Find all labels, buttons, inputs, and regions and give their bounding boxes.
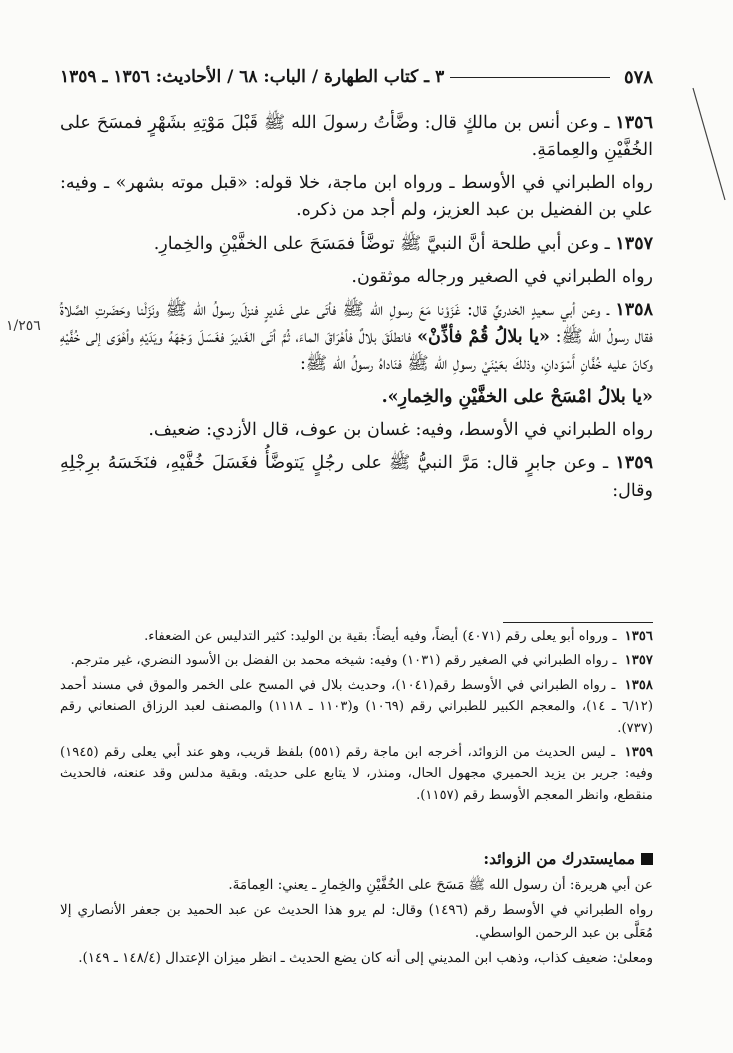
source-text: وفيه: علي بن الفضيل بن عبد العزيز، ولم أجد من ذكره. — [60, 173, 653, 221]
page-header — [60, 62, 653, 92]
prophet-quote: «يا بلالُ قُمْ فأذِّنْ» — [417, 326, 550, 347]
hadith-text: ـ وعن أبي سعيدٍ الخدريِّ قال: غَزَوْنا مَعَ رسولِ الله ﷺ فأتَى على غَديرٍ فنزلَ رسولُ الله ﷺ ونَزَلْنا وحَضَرتِ الصَّلاةُ فقال رسولُ الله ﷺ: — [60, 299, 653, 347]
source-1356 — [60, 170, 653, 224]
footnote-text: ـ ورواه أبو يعلى رقم (٤٠٧١) أيضاً، وفيه أيضاً: بقية بن الوليد: كثير التدليس عن الضعفاء. — [144, 629, 617, 644]
section-heading — [60, 846, 653, 872]
mustadrak-line: رواه الطبراني في الأوسط رقم (١٤٩٦) وقال: لم يرو هذا الحديث عن عبد الحميد بن جعفر الأنصاري إلا مُعَلَّى بن عبد الرحمن الواسطي. — [60, 902, 653, 942]
page-number: ٥٧٨ — [623, 66, 653, 88]
running-title: ٣ ـ كتاب الطهارة / الباب: ٦٨ / الأحاديث: ١٣٥٦ ـ ١٣٥٩ — [60, 67, 445, 87]
footnote-text: ـ ليس الحديث من الزوائد، أخرجه ابن ماجة رقم (٥٥١) بلفظ قريب، وهو عند أبي يعلى رقم (١٩٤٥) وفيه: جرير بن يزيد الحميري مجهول الحال، ومنذر، لا يتابع على حديثه. وبقية مدلس وقد عنعنه، فالحديث منقطع، وانظر المعجم الأوسط رقم (١١٥٧). — [60, 744, 653, 803]
footnote — [60, 650, 653, 671]
mustadrak-line: ومعلىٰ: ضعيف كذاب، وذهب ابن المديني إلى أنه كان يضع الحديث ـ انظر ميزان الإعتدال (١٤٨/٤ ـ ١٤٩). — [78, 950, 653, 967]
hadith-text: ـ وعن أبي طلحة أنَّ النبيَّ ﷺ توضَّأ فمَسَحَ على الخفَّيْنِ والخِمارِ. — [153, 233, 610, 254]
footnotes — [60, 626, 653, 809]
footnote-rule — [503, 622, 653, 623]
footnote-text: ـ رواه الطبراني في الصغير رقم (١٠٣١) وفيه: شيخه محمد بن الفضل بن الأسود النضري، غير مترجم. — [70, 653, 617, 669]
square-bullet-icon — [641, 853, 653, 865]
pencil-mark-icon — [689, 84, 729, 204]
source-text: رواه الطبراني في الأوسط ـ ورواه ابن ماجة، خلا قوله: «قبل موته بشهر» ـ — [103, 173, 653, 194]
footnote — [60, 675, 653, 739]
main-text — [60, 110, 653, 511]
hadith-number: ١٣٥٦ — [615, 113, 653, 133]
source-1357: رواه الطبراني في الصغير ورجاله موثقون. — [351, 266, 653, 287]
prophet-quote: «يا بلالُ امْسَحْ على الخفَّيْنِ والخِمارِ». — [381, 387, 653, 408]
hadith-1358 — [60, 297, 653, 378]
hadith-text: ـ وعن أنس بن مالكٍ قال: وضَّأتُ رسولَ الله ﷺ قَبْلَ مَوْتِهِ بشَهْرٍ فمسَحَ على الخُفَّيْنِ والعِمامَةِ. — [60, 113, 653, 161]
hadith-1357 — [60, 231, 653, 258]
hadith-number: ١٣٥٩ — [615, 453, 653, 474]
footnote-number: ١٣٥٨ — [624, 677, 653, 693]
hadith-1356 — [60, 110, 653, 164]
footnote-text: ـ رواه الطبراني في الأوسط رقم(١٠٤١)، وحديث بلال في المسح على الخمر والموق في مسند أحمد (٦/١٢ ـ ١٤)، والمعجم الكبير للطبراني رقم (١٠٦٩) و(١١٠٣ ـ ١١١٨) والمصنف لعبد الرزاق الصنعاني رقم (٧٣٧). — [60, 677, 653, 736]
footnote — [60, 742, 653, 806]
hadith-text: ـ وعن جابرٍ قال: مَرَّ النبيُّ ﷺ على رجُلٍ يَتوضَّأُ فغَسَلَ خُفَّيْهِ، فنَخَسَهُ برِجْلِهِ وقال: — [60, 453, 653, 501]
hadith-1359 — [60, 450, 653, 504]
hadith-number: ١٣٥٨ — [615, 299, 653, 320]
hadith-text: فانطلَقَ بلالٌ فأهْرَاقَ الماءَ، ثُمَّ أتَى الغَديرَ فغَسَلَ وَجْهَهُ ويَدَيْهِ وأهْوَى إلى خُفَّيْهِ وكانَ عليه خُفَّانِ أَسْوَدانِ، وذلكَ بعَيْنَيْ رسولِ الله ﷺ فنَاداهُ رسولُ الله ﷺ: — [60, 326, 653, 374]
section-heading-text: ممايستدرك من الزوائد: — [483, 849, 635, 868]
margin-reference: ١/٢٥٦ — [6, 318, 41, 334]
source-1358: رواه الطبراني في الأوسط، وفيه: غسان بن عوف، قال الأزدي: ضعيف. — [148, 420, 653, 441]
footnote — [60, 626, 653, 647]
footnote-number: ١٣٥٧ — [624, 653, 653, 669]
footnote-number: ١٣٥٩ — [624, 744, 654, 760]
hadith-number: ١٣٥٧ — [615, 233, 653, 254]
footnote-number: ١٣٥٦ — [624, 629, 653, 644]
header-rule — [450, 77, 610, 78]
mustadrak-section — [60, 846, 653, 972]
mustadrak-line: عن أبي هريرة: أن رسول الله ﷺ مَسَحَ على الخُفَّيْنِ والخِمارِ ـ يعني: العِمامَةَ. — [228, 877, 653, 894]
